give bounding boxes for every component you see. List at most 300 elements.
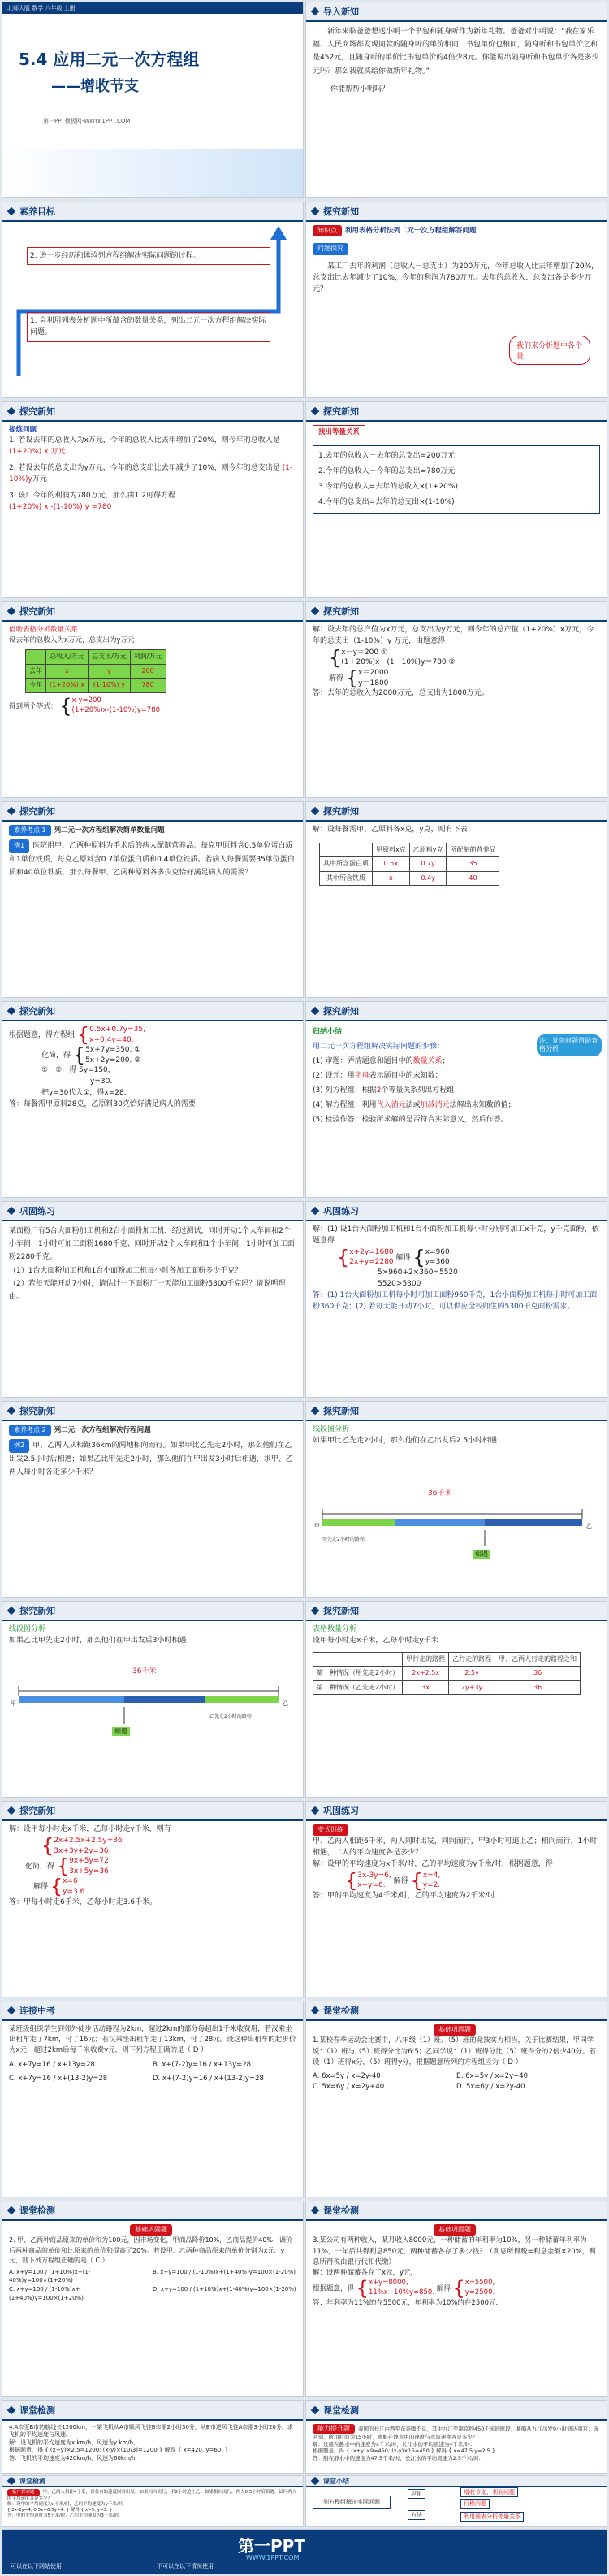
s12-st1b: 数量关系 — [412, 1057, 443, 1065]
slide-example-1 — [2, 801, 304, 998]
slide-header — [2, 1402, 303, 1421]
logo-text: 第一PPT — [238, 2536, 305, 2556]
diamond-icon — [7, 2206, 16, 2215]
s6-e1: 1.去年的总收入－去年的总支出=200万元 — [318, 452, 456, 461]
segment-a: 甲走3小时的路程 — [23, 1714, 60, 1720]
s10-r2-1: x — [373, 871, 410, 885]
s19-sol: 解得 — [33, 1883, 49, 1892]
s22-a: 6x=5y / x=2y-40 — [322, 2071, 381, 2080]
slide-header — [306, 2476, 607, 2487]
slide-header — [306, 802, 607, 822]
s23-tag: 基础巩固题 — [130, 2224, 172, 2236]
summary-use: 应用 — [408, 2489, 425, 2499]
slide-header — [306, 1802, 607, 1821]
s18-p: 设甲每小时走x千米，乙每小时走y千米 — [313, 1636, 438, 1645]
s19-lbl: 化简，得 — [25, 1863, 55, 1871]
s11-sub: ①－②，得 — [41, 1066, 77, 1075]
s7-title: 探究新知 — [19, 606, 55, 617]
s25-res: 解得 — [164, 2447, 176, 2454]
s14-e1: x+2y=1680 — [349, 1247, 394, 1256]
speech-bubble: 我们来分析题中各个量 — [509, 336, 590, 365]
intro-text: 新年来临爸爸想送小明一个书包和随身听作为新年礼物。爸爸对小明说：“我在家乐福、人民商场都发现同款的随身听的单价相同，书包单价也相同，随身听和书包单价之和是452元，且随身听的单价比书包单价的4倍少8元。你能说出随身听和书包单价各是多少元吗？那么我就买给你做新年礼物。” — [313, 28, 599, 76]
s11-e1: 0.5x+0.7y=35, — [89, 1026, 145, 1034]
slide-solution-1: 探究新知 解：设去年的总产值为x万元，总支出为y万元，则今年的总产值（1+20%）x万元，今年的总支出（1-10%）y 万元，由题意得 {x－y＝200 ① (1＋20%)x－(1－10%)y＝780 ② 解得 {x＝2000 y＝1800 答：去年的总收入为2000万元，总支出为1800万元。 — [305, 601, 607, 798]
slide-header — [306, 2, 607, 22]
s24-title: 课堂检测 — [323, 2205, 359, 2216]
s23-a: x+y=100 / (1+10%)x+(1-40%)y=100×(1+20%) — [9, 2268, 91, 2284]
slide-header — [306, 1402, 607, 1421]
s10-th-3: 所配制的营养品 — [447, 843, 499, 856]
s24-e1: x+y=8000, — [369, 2279, 408, 2288]
s8-x: x＝2000 — [358, 669, 389, 678]
slide-title — [2, 2, 304, 198]
s27-lbl: 解得 — [70, 2507, 80, 2513]
s7-r2-2: (1-10%) y — [89, 679, 131, 692]
s18-h: 表格数量分析 — [313, 1625, 357, 1633]
s8-y: y＝1800 — [358, 679, 389, 687]
s27-sol: 解：设甲的平均速度为x千米/时，乙的平均速度为y千米/时。 — [7, 2501, 127, 2507]
s19-e2: 3x+3y+2y=36 — [54, 1846, 109, 1855]
s5-q2: 2. 若设去年的总支出为y万元，今年的总支出比去年减少了10%，则今年的总支出是 — [9, 464, 280, 473]
s7-r1-3: 200 — [130, 664, 166, 678]
s22-p: 1.某校春季运动会比赛中，八年级（1）班、（5）班的竞技实力相当，关于比赛结果，甲同学说：（1）班与（5）班得分比为6:5；乙同学说：（1）班得分比（5）班得分的2倍少40分。若设（1）班得x分，（5）班得y分，根据题意所列的方程组应为（ D ） — [313, 2036, 597, 2066]
s7-r1-0: 去年 — [26, 664, 46, 678]
slide-explore-1 — [305, 202, 607, 398]
s12-st3c: 个等量关系列出方程组； — [381, 1086, 462, 1095]
s24-sol: 解：设两种储蓄各存了x元，y元， — [313, 2268, 418, 2277]
s12-st4e: 法解出未知数的值； — [449, 1101, 516, 1109]
slide-variant-practice: 巩固练习 变式训练 甲、乙两人相距6千米，两人同时出发，同向而行，甲3小时可追上乙；相向而行，1小时相遇，二人的平均速度各是多少？ 解：设甲的平均速度为x千米/时，乙的平均速度为y千米/时，根据题意，得 {3x-3y=6, x+y=6. 解得 {x=4, y=2. 答：甲的平均速度为4千米/时，乙的平均速度为2千米/时. — [305, 1801, 607, 1997]
s26-lbl: 根据题意，得 — [313, 2448, 344, 2455]
answer-3: (1+20%) x -(1-10%) y =780 — [9, 502, 112, 511]
distance-label: 36千米 — [132, 1667, 157, 1676]
slide-check-5: 课堂检测 能力提升题 我国的长江由西至东奔腾不息，其中九江至南京约450千米的航段，某船从九江出发9小时到达南京；该时刻，所用时间为15小时，求船在静水中的速度与水流速度各是多少？ 解：设船在静水中的速度为x千米/时，长江水的平均流速为y千米/时. 根据题意，得 { (x+y)×9=450; (x-y)×15=450 } 解得 { x=47.5 y=2.5 } 答：船在静水中的速度为47.5千米/时，长江水的平均流速为2.5千米/时. — [305, 2400, 607, 2474]
s8-n1: ① — [381, 648, 388, 657]
diamond-icon — [7, 1207, 16, 1216]
slide-header — [2, 1202, 303, 1221]
slide-header — [306, 202, 607, 222]
note-bubble: 注：复杂问题借助表格分析 — [537, 1034, 602, 1056]
problem-tag: 问题探究 — [313, 243, 348, 254]
s7-eq1: x-y=200 — [71, 696, 102, 705]
s18-th-3: 甲、乙两人行走的路程之和 — [495, 1652, 581, 1666]
distance-table — [313, 1652, 581, 1695]
s7-r1-1: x — [46, 664, 89, 678]
s20-y: y=2. — [422, 1881, 441, 1890]
slide-table-analysis-2 — [305, 1601, 607, 1798]
s25-x: x=420, — [183, 2447, 205, 2454]
slide-header — [2, 2476, 303, 2487]
segment-b: 乙走3小时的路程 — [128, 1714, 166, 1720]
s21-C: C. — [9, 2074, 16, 2083]
page-subtitle: ——增收节支 — [51, 78, 139, 95]
s7-r2-1: (1+20%) x — [46, 679, 89, 692]
s19-y: y=3.6 — [63, 1887, 85, 1896]
slide-exam-link — [2, 2001, 304, 2197]
s14-p: 解：(1) 设1台大面粉加工机和1台小面粉加工机每小时分别可加工x千克，y千克面粉，依题意得 — [313, 1225, 599, 1245]
s14-ans: 答：(1) 1台大面粉加工机每小时可加工面粉960千克，1台小面粉加工机每小时可加工面粉360千克；(2) 若每天能开动7小时，可以供应全校师生的5300千克面粉需求。 — [313, 1290, 598, 1311]
s5-q1: 1. 若设去年的总收入为x万元，今年的总收入比去年增加了20%，则今年的总收入是 — [9, 436, 280, 445]
s6-e3: 3.今年的总收入=去年的总收入×(1+20%) — [318, 482, 458, 491]
slide-header — [2, 2001, 303, 2021]
s24-p: 3.某公司有两种收入，某月收入8000元，一种储蓄的年利率为10%，另一种储蓄年利率为11%，一年后共得利息850元，两种储蓄各存了多少钱？（利息所得税=利息金额×20%，利息所得税由银行代扣代缴） — [313, 2236, 596, 2266]
s20-ans: 答：甲的平均速度为4千米/时，乙的平均速度为2千米/时. — [313, 1891, 498, 1900]
s10-title: 探究新知 — [323, 806, 359, 817]
s12-st1a: (1) 审题：弄清题意和题目中的 — [313, 1057, 413, 1065]
s22-A: A. — [313, 2071, 320, 2080]
s7-eqlabel: 得到两个等式： — [9, 702, 58, 711]
footer-left: 可以在以下网站使用 — [11, 2563, 62, 2569]
slide-header — [306, 1002, 607, 1021]
s17-p: 如果乙比甲先走2小时，那么他们在甲出发后3小时相遇 — [9, 1636, 187, 1645]
s10-r1-0: 其中所含蛋白质 — [320, 857, 373, 871]
s13-q1: （1）1台大面粉加工机和1台小面粉加工机每小时各加工面粉多少千克？ — [9, 1266, 243, 1275]
s10-th-0 — [320, 843, 373, 856]
summary-t1: 增收节支、利润问题 — [460, 2487, 518, 2497]
s22-b: 6x=5y / x=2y+40 — [465, 2071, 529, 2080]
s22-D: D. — [456, 2083, 464, 2092]
slide-ending — [2, 2529, 607, 2574]
s11-p: 根据题意，得方程组 — [9, 1031, 76, 1040]
s18-r1-0: 第一种情况（甲先走2小时） — [313, 1667, 403, 1680]
s6-e2: 2.今年的总收入－今年的总支出=780万元 — [318, 467, 456, 476]
s7-th-1: 总收入/万元 — [46, 650, 89, 664]
s17-h: 线段图分析 — [9, 1625, 46, 1633]
diamond-icon — [7, 607, 16, 616]
s19-f2: 3x+5y=36 — [69, 1867, 109, 1876]
s13-title: 巩固练习 — [19, 1206, 55, 1216]
s14-y: y=360 — [425, 1258, 450, 1267]
s3-title: 素养目标 — [19, 206, 55, 217]
answer-2: (1-10%)y — [9, 464, 293, 484]
s22-title: 课堂检测 — [323, 2006, 359, 2016]
s21-p: 某班级组织学生到郊外徒步活动路程为2km，超过2km的部分每超出1千米收费用，若汉乘坐出租车走了7km，付了16元；若汉乘坐出租车走了13km，付了28元。设这种出租车的起步价为x元，超过2km后每千米收费y元，则下列方程正确的是（ D ） — [9, 2025, 296, 2055]
nutrition-table — [319, 843, 499, 886]
s21-title: 连接中考 — [19, 2006, 55, 2016]
s8-p: 解：设去年的总产值为x万元，总支出为y万元，则今年的总产值（1+20%）x万元，今年的总支出（1-10%）y 万元，由题意得 — [313, 626, 594, 645]
s5-q2b: 万元 — [32, 475, 47, 484]
s21-c: x+7y=16 / x+(13-2)y=28 — [18, 2074, 108, 2083]
s10-r1-2: 0.7y — [409, 857, 447, 871]
s21-D: D. — [153, 2074, 161, 2083]
slide-header — [306, 1202, 607, 1221]
s24-lbl: 根据题意，得 — [313, 2284, 355, 2293]
s15-title: 探究新知 — [19, 1406, 55, 1416]
s5-q3: 3. 该厂今年的利润为780万元，那么由1,2可得方程 — [9, 491, 175, 500]
s20-e1: 3x-3y=6, — [357, 1871, 391, 1880]
meet-label: 相遇 — [112, 1727, 130, 1736]
s6-e4: 4.今年的总支出=去年的总支出×(1-10%) — [318, 497, 455, 506]
s21-b: x+(7-2)y=16 / x+13y=28 — [162, 2060, 252, 2069]
s18-r2-3: 36 — [495, 1680, 581, 1694]
diamond-icon — [7, 807, 16, 816]
s7-th-3: 利润/万元 — [130, 650, 166, 664]
s20-sol: 解：设甲的平均速度为x千米/时，乙的平均速度为y千米/时，根据题意，得 — [313, 1859, 553, 1868]
slide-header — [2, 1802, 303, 1821]
s8-s2: (1＋20%)x－(1－10%)y＝780 — [341, 658, 447, 667]
s12-st4b: 代入消元 — [376, 1101, 406, 1109]
diamond-icon — [7, 1007, 16, 1016]
s8-ans: 答：去年的总收入为2000万元，总支出为1800万元。 — [313, 689, 489, 698]
s10-th-2: 乙原料y克 — [409, 843, 447, 856]
slide-header — [306, 402, 607, 422]
s15-h: 列二元一次方程组解决行程问题 — [54, 1426, 151, 1434]
s23-c: x+y=100 / (1-10%)x+(1+40%)y=100×(1+20%) — [9, 2286, 84, 2302]
s12-st4d: 加减消元 — [420, 1101, 450, 1109]
segment-a: 甲先走2小时的路程 — [322, 1537, 365, 1542]
slide-header — [306, 602, 607, 622]
s23-C: C. — [9, 2286, 15, 2293]
s27-x: x=5, — [84, 2507, 96, 2513]
slide-header — [2, 802, 303, 822]
s14-calc1: 5×960+2×360=5520 — [378, 1268, 458, 1277]
s22-tag: 基础巩固题 — [434, 2024, 476, 2036]
s23-B: B. — [153, 2268, 159, 2275]
s19-e1: 2x+2.5x+2.5y=36 — [54, 1836, 123, 1845]
s12-st3a: (3) 列方程组：根据 — [313, 1086, 377, 1095]
slide-intro — [305, 2, 607, 198]
diamond-icon — [311, 1806, 320, 1815]
analysis-table — [25, 649, 166, 692]
s7-r2-0: 今年 — [26, 679, 46, 692]
slide-header — [2, 1002, 303, 1021]
s9-tag: 素养考点 1 — [9, 825, 51, 836]
s8-title: 探究新知 — [323, 606, 359, 617]
segment-c: 乙先走2小时的路程 — [209, 1714, 252, 1720]
footer-right: 不可以在以下情况使用 — [157, 2563, 214, 2569]
section-heading: 找出等量关系 — [313, 425, 365, 440]
s23-b: x+y=100 / (1-10%)x+(1+40%)y=100×(1-20%) — [160, 2268, 296, 2275]
diamond-icon — [7, 2477, 16, 2486]
s18-th-1: 甲行走的路程 — [403, 1652, 449, 1666]
slide-header — [306, 1602, 607, 1621]
s19-p: 解：设甲每小时走x千米，乙每小时走y千米，则有 — [9, 1825, 171, 1833]
s18-r2-1: 3x — [403, 1680, 449, 1694]
s8-s1: x－y＝200 — [341, 648, 379, 657]
segment-c: 乙走2.5小时的路程 — [489, 1537, 531, 1542]
s7-th-0 — [26, 650, 46, 664]
s27-tag: 拓广探索题 — [7, 2489, 40, 2496]
s12-st2c: 表示题目中的未知数； — [369, 1072, 443, 1080]
section-heading: 利用表格分析法列二元一次方程组解答问题 — [345, 227, 477, 235]
s15-p: 甲、乙两人从相距36km的两地相向而行。如果甲比乙先走2小时，那么他们在乙出发2.5小时后相遇；如果乙比甲先走2小时，那么他们在甲出发3小时后相遇，求甲、乙两人每小时各走多少千米？ — [9, 1442, 293, 1477]
slide-extract — [2, 401, 304, 598]
s12-st2b: 字母 — [354, 1072, 369, 1080]
s19-title: 探究新知 — [19, 1806, 55, 1816]
s11-f1: 5x+7y=350, — [85, 1046, 132, 1055]
goal-2: 2. 进一步经历和体验列方程组解决实际问题的过程。 — [27, 247, 270, 265]
diamond-icon — [311, 1407, 320, 1416]
s16-title: 探究新知 — [323, 1406, 359, 1416]
s17-title: 探究新知 — [19, 1606, 55, 1616]
s7-r2-3: 780 — [130, 679, 166, 692]
s24-tag: 基础巩固题 — [434, 2224, 476, 2236]
s6-title: 探究新知 — [323, 406, 359, 417]
slide-header — [306, 2401, 607, 2421]
s10-r2-3: 40 — [447, 871, 499, 885]
s15-ex: 例2 — [9, 1439, 29, 1452]
slide-header — [306, 2001, 607, 2021]
goal-1: 1. 会利用列表分析题中所蕴含的数量关系，列出二元一次方程组解决实际问题。 — [27, 312, 270, 342]
s23-title: 课堂检测 — [19, 2205, 55, 2216]
s11-ans: 答：每餐需甲原料28克，乙原料30克恰好满足病人的需要. — [9, 1100, 198, 1109]
slide-example-1-solution: 探究新知 根据题意，得方程组 {0.5x+0.7y=35, x+0.4y=40. 化简，得 {5x+7y=350, ① 5x+2y=200. ② ①－②，得 5y=150， y=30. 把y=30代入①，得x=28. 答：每餐需甲原料28克，乙原料30克恰好满足病人的需要. — [2, 1001, 304, 1198]
s10-th-1: 甲原料x克 — [373, 843, 410, 856]
slide-check-4: 课堂检测 4.A市至B市的航线长1200km，一架飞机从A市顺风飞往B市需2小时30分，从B市逆风飞往A市需3小时20分。求飞机的平均速度与风速。 解：设飞机的平均速度为x km/h，风速为y km/h， 根据题意，得 { (x+y)×2.5=1200; (x-y)×(10/3)=1200 } 解得 { x=420, y=60. } 答：飞机的平均速度为420km/h，风速为60km/h. — [2, 2400, 304, 2474]
s9-h: 列二元一次方程组解决简单数量问题 — [54, 826, 165, 835]
label-yi: 乙 — [283, 1700, 288, 1706]
s12-st3b: 2 — [376, 1086, 382, 1095]
s24-e2: 11%x+10%y=850. — [369, 2288, 435, 2297]
s10-r2-2: 0.4y — [409, 871, 447, 885]
s14-calc2: 5520>5300 — [378, 1280, 421, 1288]
s11-f2: 5x+2y=200. — [85, 1056, 132, 1065]
s26-ans: 答：船在静水中的速度为47.5千米/时，长江水的平均流速为2.5千米/时. — [313, 2454, 481, 2461]
s20-lbl: 解得 — [393, 1876, 408, 1885]
summary-center: 列方程组解决实际问题 — [313, 2496, 391, 2509]
site-label: 第一PPT模板网-WWW.1PPT.COM — [43, 118, 131, 124]
s21-d: x+(7-2)y=16 / x+(13-2)y=28 — [162, 2074, 264, 2083]
s23-p: 2. 甲、乙两种商品原来的单价和为100元，因市场变化，甲商品降价10%，乙商品提价40%，调价后两种商品的单价和比原来的单价和提高了20%。若设甲、乙两种商品原来的单价分别为x元、y元，则下列方程组正确的是（ C ） — [9, 2236, 293, 2265]
s19-x: x=6 — [63, 1877, 78, 1886]
slide-header — [2, 602, 303, 622]
slide-header — [2, 202, 303, 222]
s27-e1: 2x-2y=4, — [11, 2507, 32, 2513]
s7-set: 设去年的总收入为x万元，总支出为y万元 — [9, 636, 135, 645]
s23-A: A. — [9, 2268, 15, 2275]
s24-res: 解得 — [436, 2284, 451, 2293]
s26-e2: (x-y)×15=450 — [391, 2448, 430, 2455]
slide-check-1 — [305, 2001, 607, 2197]
logo-url: WWW.1PPT.COM — [246, 2554, 300, 2561]
s15-tag: 素养考点 2 — [9, 1425, 51, 1436]
slide-example-2-solution: 探究新知 解：设甲每小时走x千米，乙每小时走y千米，则有 {2x+2.5x+2.5y=36 3x+3y+2y=36 化简，得 {9x+5y=72 3x+5y=36 解得 {x=6 y=3.6 答：甲每小时走6千米，乙每小时走3.6千米。 — [2, 1801, 304, 1997]
s21-A: A. — [9, 2060, 16, 2069]
diamond-icon — [311, 207, 320, 216]
s26-y: y=2.5 — [474, 2448, 490, 2455]
s20-e2: x+y=6. — [357, 1881, 386, 1890]
s18-r2-0: 第二种情况（乙先走2小时） — [313, 1680, 403, 1694]
s18-r1-3: 36 — [495, 1667, 581, 1680]
s27-y: y=3. — [97, 2507, 108, 2513]
s21-a: x+7y=16 / x+13y=28 — [18, 2060, 95, 2069]
s11-lbl: 化简，得 — [41, 1052, 71, 1060]
slide-example-1-table — [305, 801, 607, 998]
summary-t2: 行程问题 — [460, 2499, 490, 2509]
s18-r1-1: 2x+2.5x — [403, 1667, 449, 1680]
s13-q2: （2）若每天能开动7小时，请估计一下面粉厂一天能加工面粉5300千克吗？请说明理由。 — [9, 1279, 286, 1301]
s27-title: 课堂检测 — [19, 2477, 45, 2485]
diamond-icon — [311, 2206, 320, 2215]
s26-p: 我国的长江由西至东奔腾不息，其中九江至南京约450千米的航段，某船从九江出发9小时到达南京；该时刻，所用时间为15小时，求船在静水中的速度与水流速度各是多少？ — [313, 2426, 599, 2441]
slide-check-3: 课堂检测 基础巩固题 3.某公司有两种收入，某月收入8000元，一种储蓄的年利率为10%，另一种储蓄年利率为11%，一年后共得利息850元，两种储蓄各存了多少钱？（利息所得税=利息金额×20%，利息所得税由银行代扣代缴） 解：设两种储蓄各存了x元，y元， 根据题意，得 {x+y=8000, 11%x+10%y=850. 解得 {x=5500, y=2500. 答：年利率为11%的存5500元，年利率为10%的存2500元. — [305, 2201, 607, 2397]
slide-header — [2, 2201, 303, 2221]
s11-c1: ① — [134, 1046, 141, 1055]
diamond-icon — [7, 1407, 16, 1416]
diamond-icon — [7, 2006, 16, 2015]
slide-header — [306, 2201, 607, 2221]
label-ja: 甲 — [314, 1523, 320, 1529]
s18-th-2: 乙行走的路程 — [449, 1652, 495, 1666]
s26-e1: (x+y)×9=450 — [351, 2448, 388, 2455]
s25-e1: (x+y)×2.5=1200 — [50, 2447, 100, 2454]
s12-st5: (5) 检验作答：检验所求解的是否符合实际意义，然后作答。 — [313, 1116, 508, 1124]
s16-h: 线段图分析 — [313, 1425, 350, 1433]
slide-header — [2, 402, 303, 422]
s12-title: 探究新知 — [323, 1006, 359, 1017]
s19-ans: 答：甲每小时走6千米，乙每小时走3.6千米。 — [9, 1897, 158, 1906]
slide-summary-steps — [305, 1001, 607, 1198]
decor-band — [2, 149, 304, 197]
s8-solve: 解得 — [329, 674, 344, 683]
s14-x: x=960 — [425, 1247, 450, 1256]
label-ja: 甲 — [11, 1700, 16, 1706]
summary-t3: 利用图表分析等量关系 — [460, 2512, 524, 2522]
s26-title: 课堂检测 — [323, 2405, 359, 2416]
slide-header — [2, 1602, 303, 1621]
meet-label: 相遇 — [473, 1550, 490, 1559]
s5-title: 探究新知 — [19, 406, 55, 417]
diamond-icon — [311, 1207, 320, 1216]
s20-title: 巩固练习 — [323, 1806, 359, 1816]
diamond-icon — [311, 2406, 320, 2415]
diamond-icon — [7, 2406, 16, 2415]
s11-c2: ② — [134, 1056, 141, 1065]
s9-p: 医院用甲、乙两种原料为手术后的病人配制营养品。每克甲原料含0.5单位蛋白质和1单位铁质，每克乙原料含0.7单位蛋白质和0.4单位铁质。若病人每餐需要35单位蛋白质和40单位铁质，那么每餐甲、乙两种原料各多少克恰好满足病人的需要？ — [9, 842, 295, 877]
s11-title: 探究新知 — [19, 1006, 55, 1017]
s20-x: x=4, — [422, 1871, 441, 1880]
s10-r1-3: 35 — [447, 857, 499, 871]
s11-r2: y=30. — [90, 1078, 113, 1086]
knowledge-tag: 知识点 — [313, 225, 342, 236]
s25-e2: (x-y)×(10/3)=1200 — [102, 2447, 158, 2454]
s26-x: x=47.5 — [453, 2448, 473, 2455]
s26-tag: 能力提升题 — [313, 2424, 355, 2434]
s27-e2: 0.5x+0.5y=4. — [33, 2507, 65, 2513]
s20-p: 甲、乙两人相距6千米，两人同时出发，同向而行，甲3小时可追上乙；相向而行，1小时相遇，二人的平均速度各是多少？ — [313, 1837, 598, 1857]
diamond-icon — [311, 1607, 320, 1615]
s14-title: 巩固练习 — [323, 1206, 359, 1216]
s22-B: B. — [456, 2071, 464, 2080]
s25-lbl: 根据题意，得 — [9, 2447, 43, 2454]
s26-res: 解得 — [436, 2448, 447, 2455]
s16-p: 如果甲比乙先走2小时，那么他们在乙出发后2.5小时相遇 — [313, 1436, 498, 1445]
distance-label: 36千米 — [428, 1490, 452, 1498]
slide-example-2 — [2, 1401, 304, 1598]
slide-practice-1-solution: 巩固练习 解：(1) 设1台大面粉加工机和1台小面粉加工机每小时分别可加工x千克，y千克面粉，依题意得 {x+2y=1680 2x+y=2280 解得 {x=960 y=360 5×960+2×360=5520 5520>5300 答：(1) 1台大面粉加工机每小时可加工面粉960千克，1台小面粉加工机每小时可加工面粉360千克；(2) 若每天能开动7小时，可以供应全校师生的5300千克面粉需求。 — [305, 1201, 607, 1398]
s26-sol: 解：设船在静水中的速度为x千米/时，长江水的平均流速为y千米/时. — [313, 2440, 473, 2448]
s14-e2: 2x+y=2280 — [349, 1258, 394, 1267]
s7-eq2: (1+20%)x-(1-10%)y=780 — [71, 705, 161, 714]
diamond-icon — [311, 7, 320, 16]
s14-sol: 解得 — [395, 1253, 411, 1262]
s8-n2: ② — [448, 658, 456, 667]
diamond-icon — [311, 807, 320, 816]
s25-ans: 答：飞机的平均速度为420km/h，风速为60km/h. — [9, 2454, 137, 2461]
publisher-bar: 北师大版 数学 八年级 上册 — [2, 2, 303, 14]
slide-summary — [305, 2475, 607, 2527]
answer-1: (1+20%) x 万元 — [9, 448, 66, 457]
slide-check-6: 课堂检测 拓广探索题 甲、乙两人相距4千米，以各自的速度同时出发。如果同向而行，甲2小时追上乙；如果相向而行，两人0.5小时后相遇。试问两人的平均速度各是多少？ 解：设甲的平均速度为x千米/时，乙的平均速度为y千米/时。 { 2x-2y=4, 0.5x+0.5y=4. } 解得 { x=5, y=3. } 答：甲的平均速度为5千米/时，乙的平均速度为3千米/时。 — [2, 2475, 304, 2527]
diamond-icon — [311, 2006, 320, 2015]
slide-equal — [305, 401, 607, 598]
s24-y: y=2500. — [464, 2288, 495, 2297]
section-heading: 借助表格分析数量关系 — [9, 626, 79, 634]
s10-r2-0: 其中所含铁质 — [320, 871, 373, 885]
equal-box — [313, 445, 600, 514]
s12-st2a: (2) 设元：用 — [313, 1072, 355, 1080]
s7-r1-2: y — [89, 664, 131, 678]
